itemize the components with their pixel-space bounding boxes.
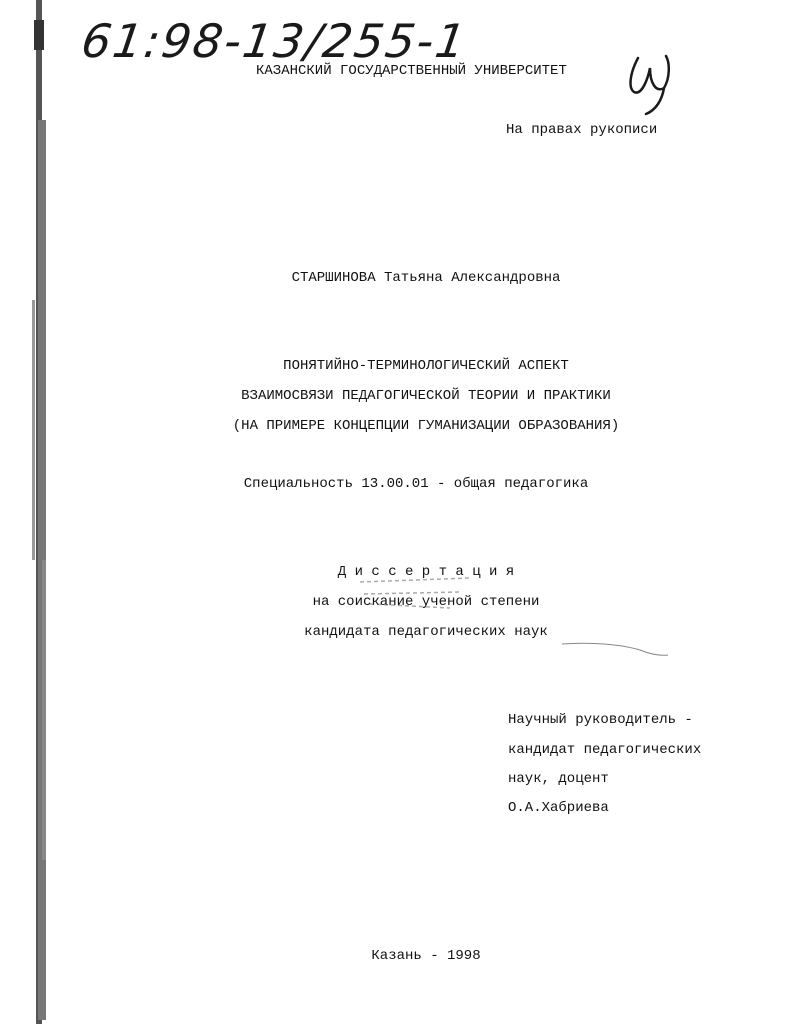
author-name: СТАРШИНОВА Татьяна Александровна <box>291 270 561 286</box>
handwritten-archive-code: 61:98-13/255-1 <box>78 14 471 68</box>
specialty: Специальность 13.00.01 - общая педагогика <box>243 476 589 492</box>
title-line-3: (НА ПРИМЕРЕ КОНЦЕПЦИИ ГУМАНИЗАЦИИ ОБРАЗОВАНИЯ) <box>232 418 620 434</box>
dissertation-label: Д и с с е р т а ц и я <box>337 564 515 580</box>
manuscript-note: На правах рукописи <box>506 122 658 138</box>
supervisor-line-2: кандидат педагогических <box>508 742 702 758</box>
title-line-1: ПОНЯТИЙНО-ТЕРМИНОЛОГИЧЕСКИЙ АСПЕКТ <box>283 358 569 374</box>
supervisor-line-1: Научный руководитель - <box>508 712 693 728</box>
title-line-2: ВЗАИМОСВЯЗИ ПЕДАГОГИЧЕСКОЙ ТЕОРИИ И ПРАКТИКИ <box>241 388 611 404</box>
degree-line-2: кандидата педагогических наук <box>304 624 548 640</box>
place-year: Казань - 1998 <box>371 948 481 964</box>
degree-line-1: на соискание ученой степени <box>312 594 540 610</box>
supervisor-line-3: наук, доцент <box>508 771 609 787</box>
binding-edge <box>28 0 52 1024</box>
faded-stamp <box>350 568 480 618</box>
university-name: КАЗАНСКИЙ ГОСУДАРСТВЕННЫЙ УНИВЕРСИТЕТ <box>256 63 567 79</box>
supervisor-name: О.А.Хабриева <box>508 800 609 816</box>
pen-stroke <box>560 640 670 660</box>
handwritten-signature <box>620 48 680 118</box>
